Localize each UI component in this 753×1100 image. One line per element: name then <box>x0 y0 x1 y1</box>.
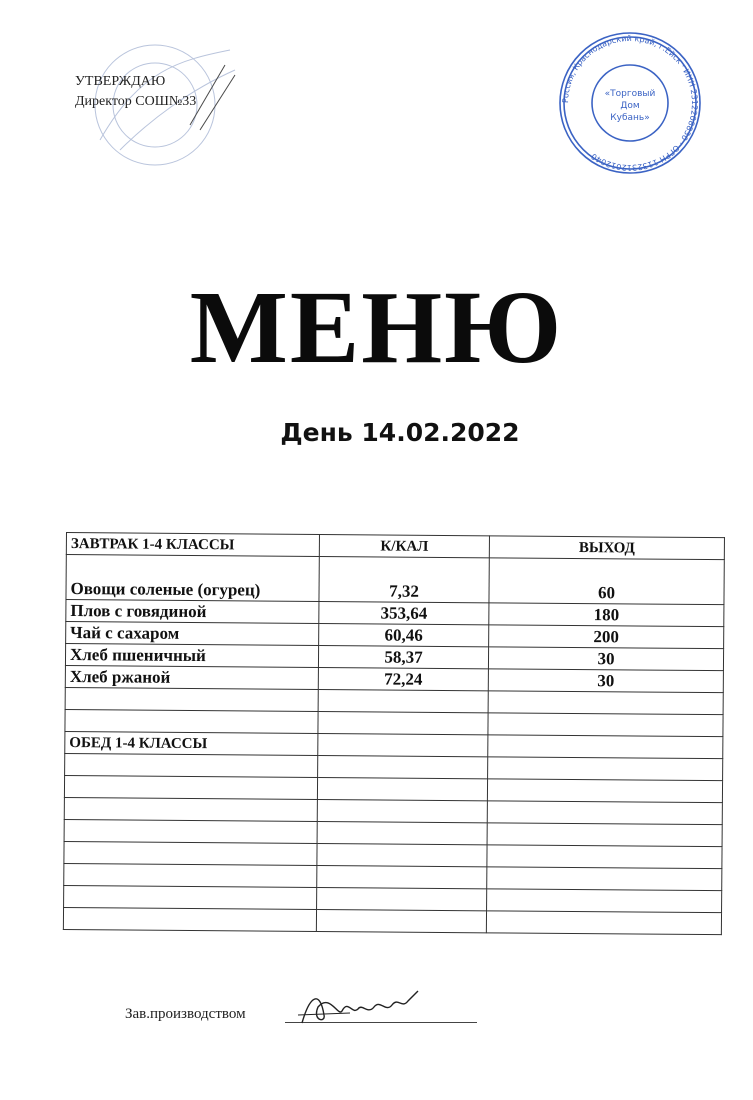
approve-label: УТВЕРЖДАЮ <box>75 74 166 89</box>
dish-output: 200 <box>489 625 724 649</box>
signer-label: Зав.производством <box>125 1006 246 1022</box>
svg-text:Россия, Краснодарский край, г.: Россия, Краснодарский край, г.Ейск · ИНН 2312208830 · ОГРН 1132312012040 <box>560 33 700 173</box>
dish-name: Чай с сахаром <box>66 622 319 646</box>
director-label: Директор СОШ№33 <box>75 94 197 109</box>
header-output: ВЫХОД <box>489 536 724 560</box>
dish-kcal: 58,37 <box>318 645 488 668</box>
dish-kcal: 72,24 <box>318 667 488 690</box>
dish-name: Овощи соленые (огурец) <box>66 555 319 602</box>
dish-name: Плов с говядиной <box>66 600 319 624</box>
handwritten-signature <box>290 985 430 1030</box>
lunch-header: ОБЕД 1-4 КЛАССЫ <box>65 731 318 755</box>
approval-block <box>75 72 196 112</box>
dish-name: Хлеб ржаной <box>65 665 318 689</box>
dish-kcal: 7,32 <box>319 556 489 602</box>
menu-table <box>63 532 725 935</box>
svg-text:Дом: Дом <box>620 101 640 111</box>
header-kcal: К/КАЛ <box>319 534 489 557</box>
dish-output: 180 <box>489 603 724 627</box>
dish-name: Хлеб пшеничный <box>65 644 318 668</box>
dish-output: 30 <box>488 669 723 693</box>
dish-kcal: 60,46 <box>319 623 489 646</box>
dish-output: 60 <box>489 558 724 605</box>
table-row <box>66 555 724 605</box>
page-title: МЕНЮ <box>189 270 564 385</box>
dish-output: 30 <box>488 647 723 671</box>
menu-date: День 14.02.2022 <box>280 418 520 447</box>
empty-row <box>63 907 721 934</box>
header-meal: ЗАВТРАК 1-4 КЛАССЫ <box>66 533 319 557</box>
company-seal <box>550 28 710 178</box>
dish-kcal: 353,64 <box>319 601 489 624</box>
svg-text:«Торговый: «Торговый <box>604 89 656 99</box>
svg-text:Кубань»: Кубань» <box>610 113 650 123</box>
